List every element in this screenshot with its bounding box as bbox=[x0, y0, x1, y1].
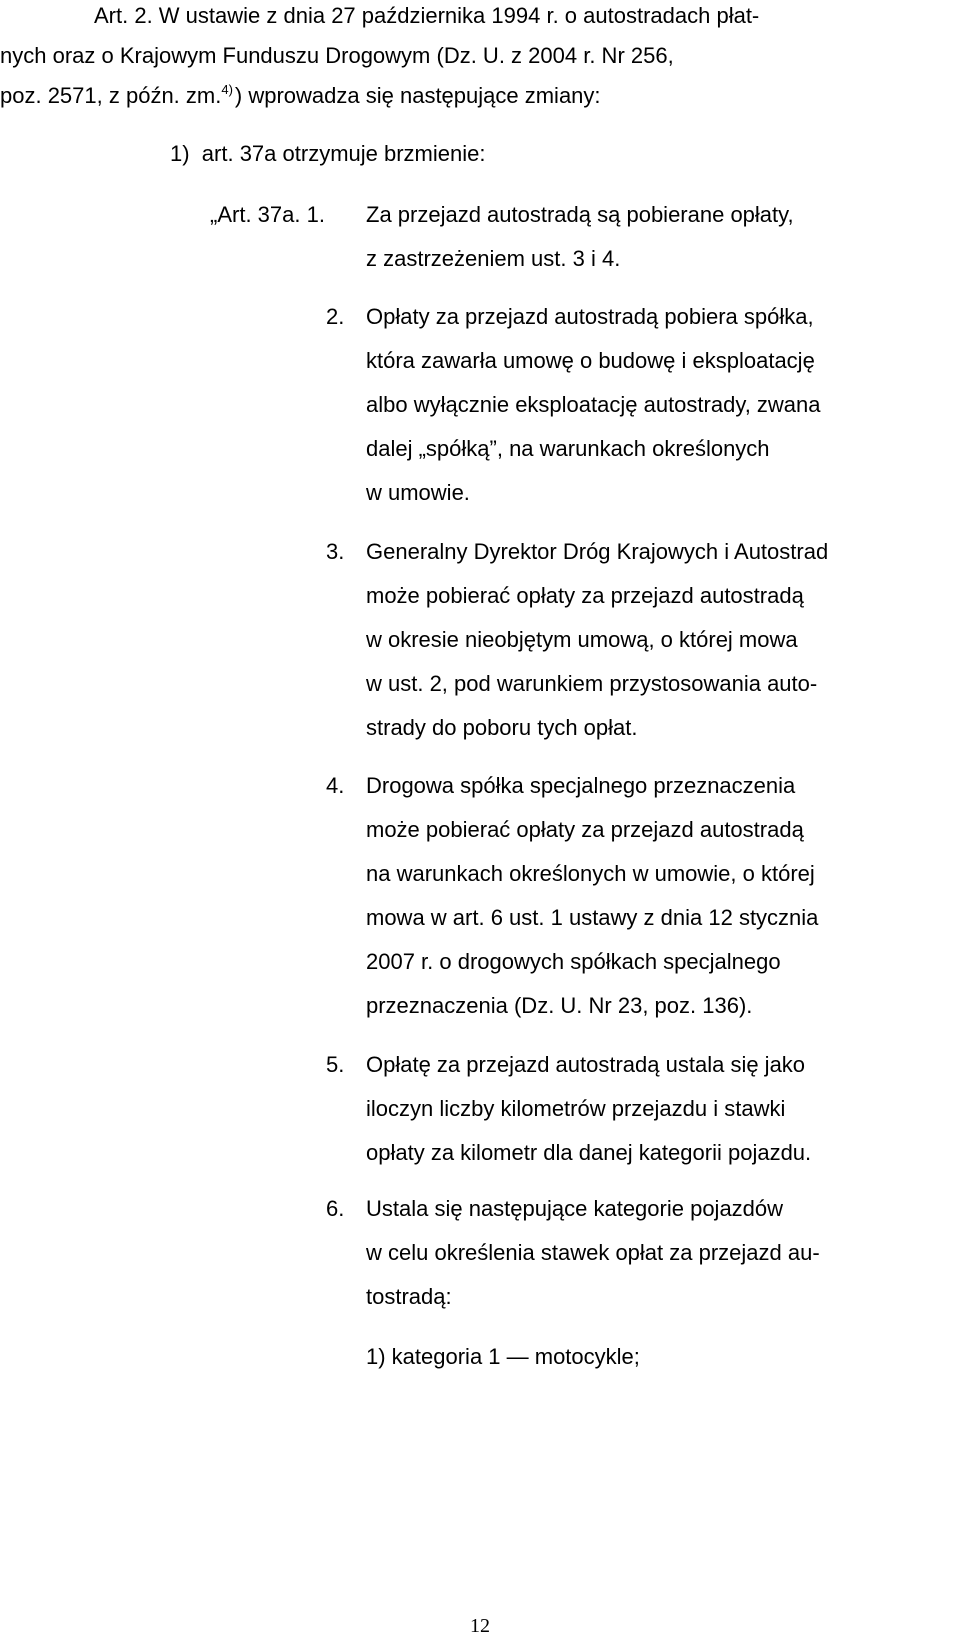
ust6-line-2: w celu określenia stawek opłat za przejazd au- bbox=[366, 1240, 820, 1265]
ust2-line-3: albo wyłącznie eksploatację autostrady, zwana bbox=[366, 392, 821, 417]
ust4-line-4: mowa w art. 6 ust. 1 ustawy z dnia 12 stycznia bbox=[366, 905, 819, 930]
point-1-text: art. 37a otrzymuje brzmienie: bbox=[201, 141, 486, 166]
ust4-line-1: Drogowa spółka specjalnego przeznaczenia bbox=[366, 773, 796, 798]
ust5-line-1: Opłatę za przejazd autostradą ustala się jako bbox=[366, 1052, 806, 1077]
ust2-line-2: która zawarła umowę o budowę i eksploatację bbox=[366, 348, 815, 373]
article-lead: „Art. 37a. 1. bbox=[210, 202, 325, 227]
intro-line-3-pre: poz. 2571, z późn. zm. bbox=[0, 83, 222, 108]
ust6-number: 6. bbox=[326, 1196, 345, 1221]
ust2-line-5: w umowie. bbox=[366, 480, 470, 505]
ust4-line-5: 2007 r. o drogowych spółkach specjalnego bbox=[366, 949, 781, 974]
ust3-line-2: może pobierać opłaty za przejazd autostradą bbox=[366, 583, 804, 608]
ust3-number: 3. bbox=[326, 539, 345, 564]
ust4-line-2: może pobierać opłaty za przejazd autostradą bbox=[366, 817, 804, 842]
ust4-number: 4. bbox=[326, 773, 345, 798]
category-1-item: 1) kategoria 1 — motocykle; bbox=[366, 1344, 640, 1369]
ust3-line-5: strady do poboru tych opłat. bbox=[366, 715, 638, 740]
ust2-line-4: dalej „spółką”, na warunkach określonych bbox=[366, 436, 770, 461]
intro-line-1: Art. 2. W ustawie z dnia 27 października 1994 r. o autostradach płat- bbox=[94, 3, 760, 28]
ust5-line-3: opłaty za kilometr dla danej kategorii pojazdu. bbox=[366, 1140, 812, 1165]
ust3-line-4: w ust. 2, pod warunkiem przystosowania auto- bbox=[366, 671, 818, 696]
ust3-line-3: w okresie nieobjętym umową, o której mowa bbox=[366, 627, 798, 652]
ust5-number: 5. bbox=[326, 1052, 345, 1077]
ust3-line-1: Generalny Dyrektor Dróg Krajowych i Autostrad bbox=[366, 539, 829, 564]
intro-line-2: nych oraz o Krajowym Funduszu Drogowym (Dz. U. z 2004 r. Nr 256, bbox=[0, 43, 674, 68]
ust1-line-1: Za przejazd autostradą są pobierane opłaty, bbox=[366, 202, 794, 227]
intro-line-3-post: ) wprowadza się następujące zmiany: bbox=[234, 83, 601, 108]
point-1 bbox=[170, 132, 485, 176]
ust4-line-6: przeznaczenia (Dz. U. Nr 23, poz. 136). bbox=[366, 993, 753, 1018]
ust5-line-2: iloczyn liczby kilometrów przejazdu i stawki bbox=[366, 1096, 786, 1121]
ust6-line-1: Ustala się następujące kategorie pojazdów bbox=[366, 1196, 784, 1221]
footnote-ref: 4) bbox=[221, 82, 233, 97]
page-number: 12 bbox=[470, 1615, 490, 1637]
ust6-line-3: tostradą: bbox=[366, 1284, 452, 1309]
ust1-line-2: z zastrzeżeniem ust. 3 i 4. bbox=[366, 246, 621, 271]
ust2-number: 2. bbox=[326, 304, 345, 329]
intro-line-3 bbox=[0, 74, 601, 121]
ust2-line-1: Opłaty za przejazd autostradą pobiera spółka, bbox=[366, 304, 814, 329]
point-1-number: 1) bbox=[170, 141, 190, 166]
ust4-line-3: na warunkach określonych w umowie, o której bbox=[366, 861, 815, 886]
